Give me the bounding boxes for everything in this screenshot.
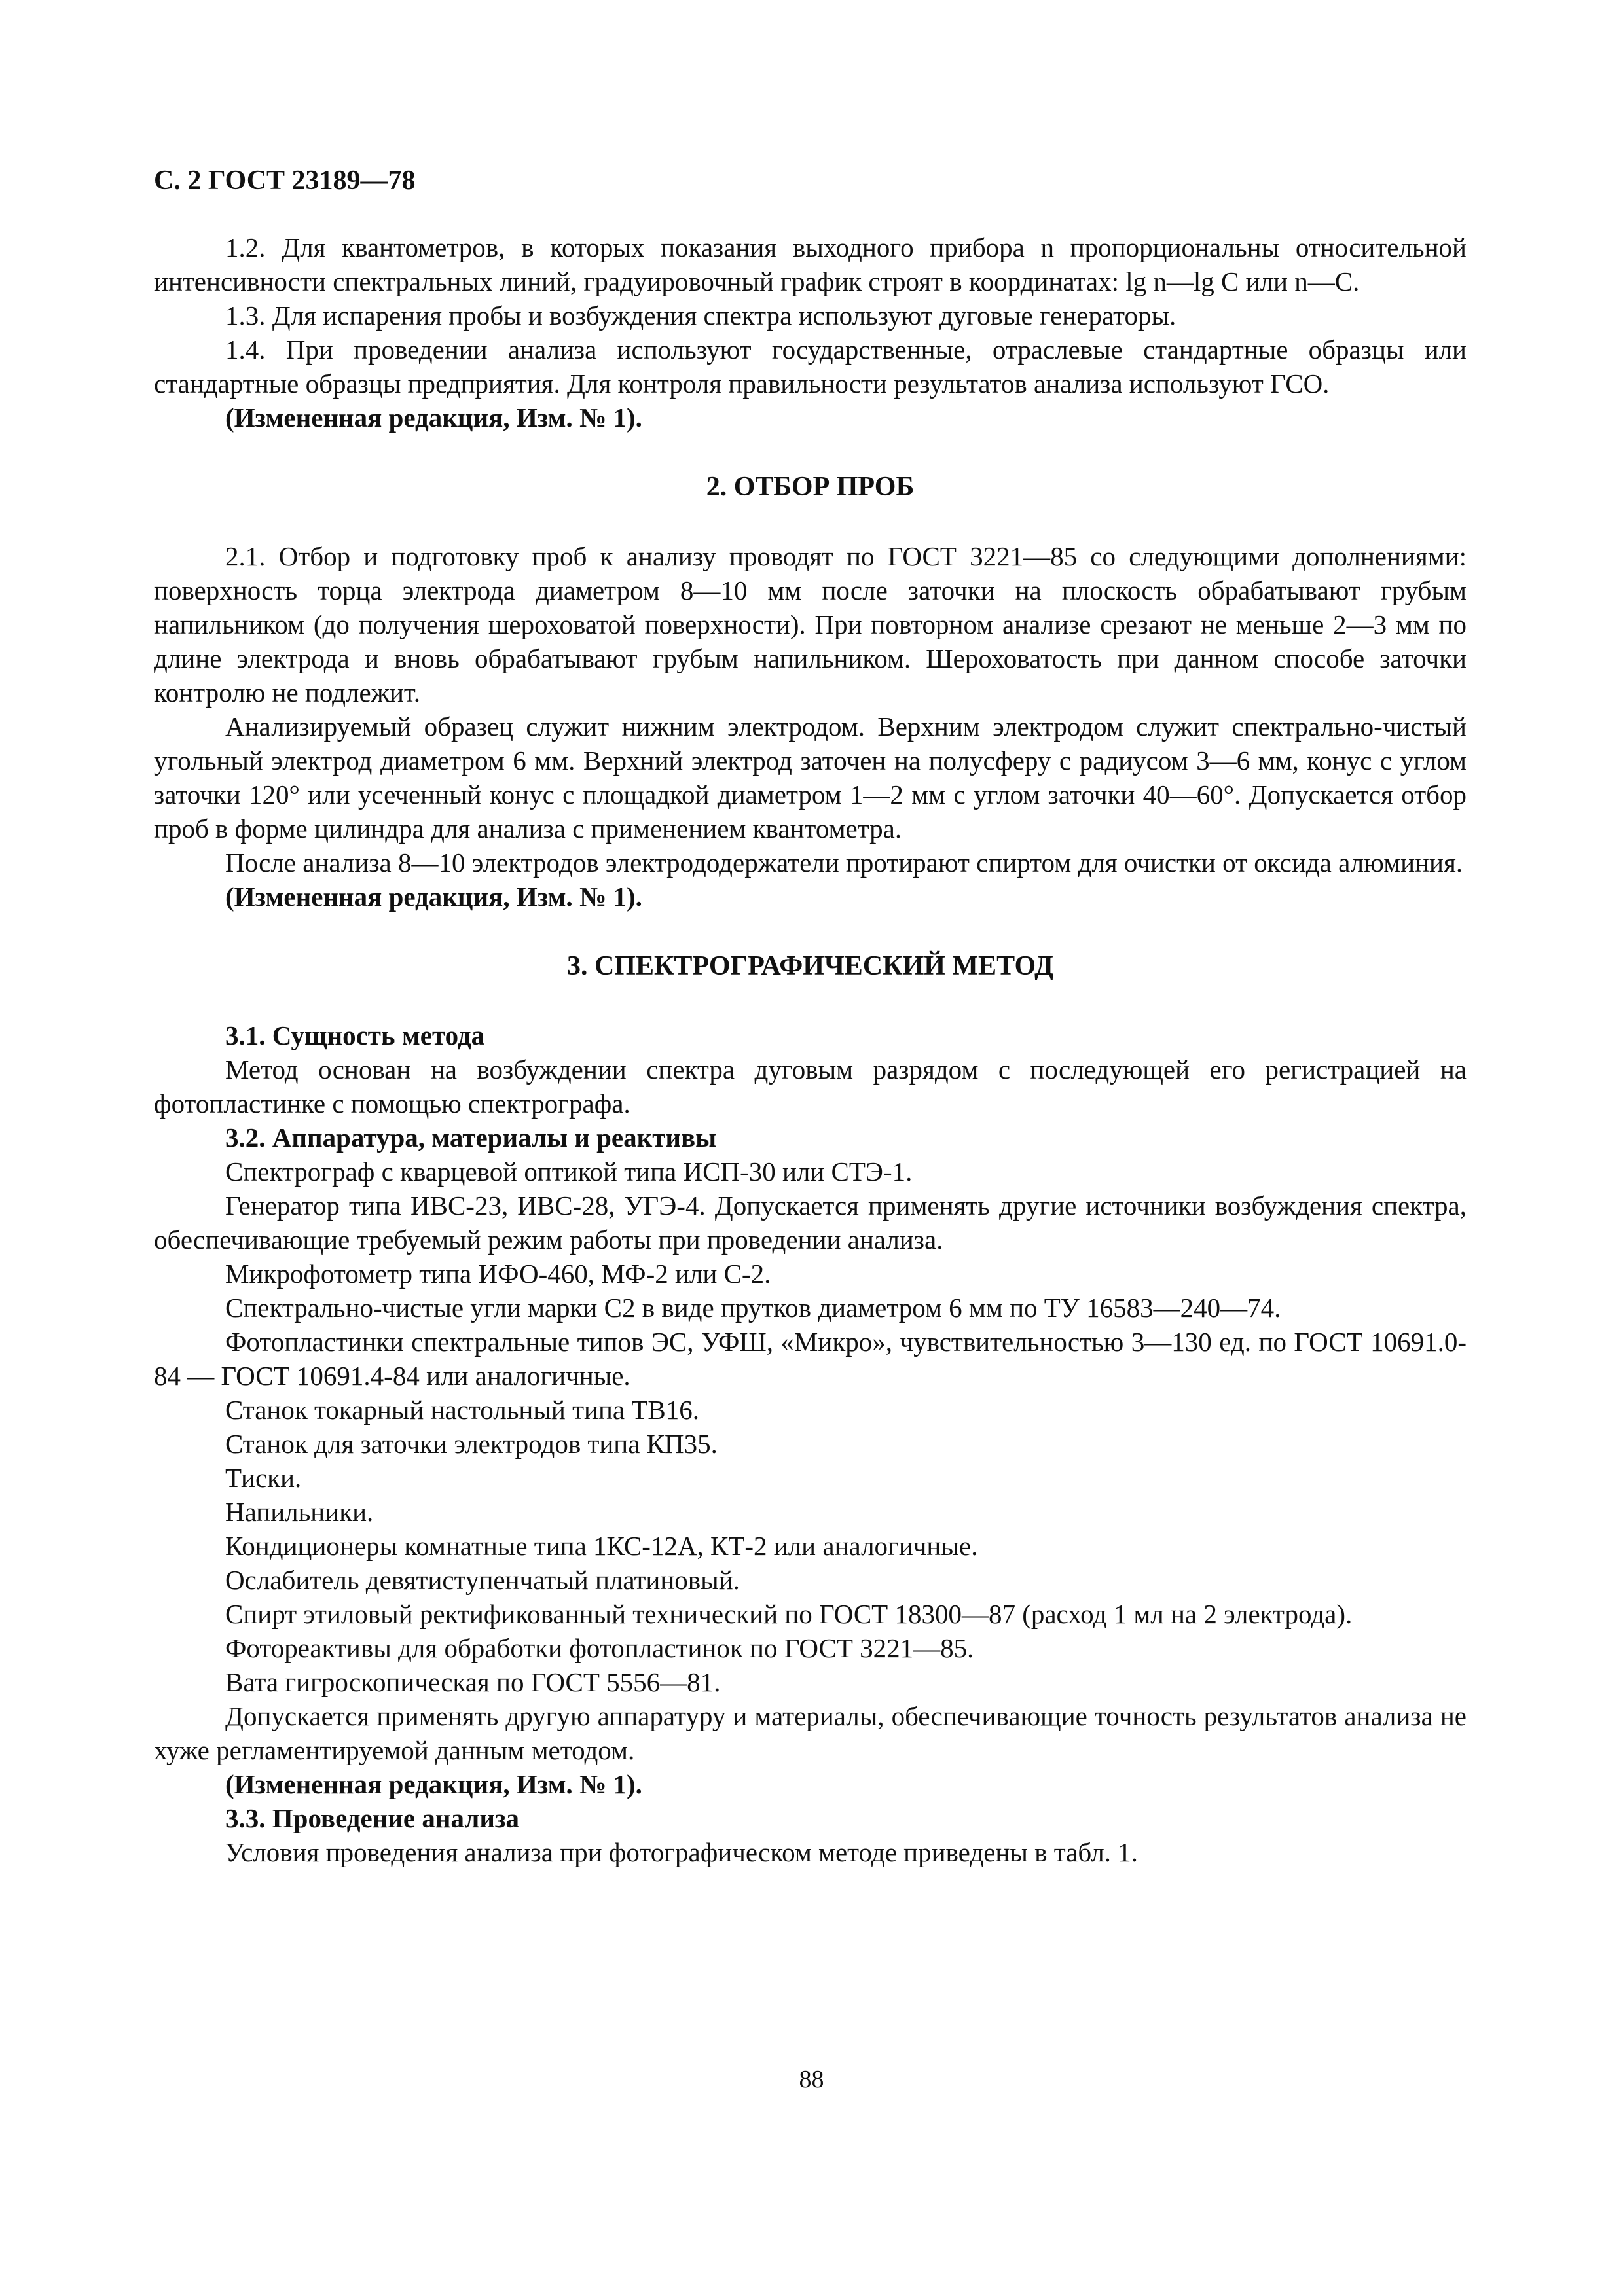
item-generator: Генератор типа ИВС-23, ИВС-28, УГЭ-4. Допускается применять другие источники возбуждения спектра, обеспечивающие требуемый режим работы при проведении анализа. (154, 1191, 1467, 1255)
item-attenuator: Ослабитель девятиступенчатый платиновый. (225, 1565, 740, 1595)
item-spectrograph: Спектрограф с кварцевой оптикой типа ИСП-30 или СТЭ-1. (225, 1157, 913, 1187)
item-cotton: Вата гигроскопическая по ГОСТ 5556—81. (225, 1667, 721, 1697)
page-header: С. 2 ГОСТ 23189—78 (154, 166, 416, 196)
item-coals: Спектрально-чистые угли марки С2 в виде прутков диаметром 6 мм по ТУ 16583—240—74. (225, 1293, 1281, 1323)
item-alcohol: Спирт этиловый ректификованный технический по ГОСТ 18300—87 (расход 1 мл на 2 электрода). (225, 1599, 1353, 1629)
paragraph-1-4: 1.4. При проведении анализа используют государственные, отраслевые стандартные образцы или стандартные образцы предприятия. Для контроля правильности результатов анализа используют ГСО. (154, 334, 1467, 399)
revision-note-3: (Измененная редакция, Изм. № 1). (225, 1769, 642, 1799)
section-2-title: 2. ОТБОР ПРОБ (706, 472, 915, 502)
page-number: 88 (799, 2066, 824, 2093)
item-vise: Тиски. (225, 1463, 302, 1493)
subsection-3-1-title: 3.1. Сущность метода (225, 1020, 485, 1050)
subsection-3-2-title: 3.2. Аппаратура, материалы и реактивы (225, 1122, 717, 1153)
document-page (154, 164, 1467, 1869)
paragraph-2-1: 2.1. Отбор и подготовку проб к анализу проводят по ГОСТ 3221—85 со следующими дополнениями: поверхность торца электрода диаметром 8—10 мм после заточки на плоскость обрабатывают грубым напильником (до получения шероховатой поверхности). При повторном анализе срезают не меньше 2—3 мм по длине электрода и вновь обрабатывают грубым напильником. Шероховатость при данном способе заточки контролю не подлежит. (154, 541, 1467, 708)
item-photoreagents: Фотореактивы для обработки фотопластинок по ГОСТ 3221—85. (225, 1633, 974, 1663)
revision-note-2: (Измененная редакция, Изм. № 1). (225, 882, 642, 912)
item-sharpener: Станок для заточки электродов типа КП35. (225, 1429, 718, 1459)
paragraph-1-2: 1.2. Для квантометров, в которых показания выходного прибора n пропорциональны относительной интенсивности спектральных линий, градуировочный график строят в координатах: lg n—lg C или n—C. (154, 232, 1467, 296)
item-conditioners: Кондиционеры комнатные типа 1КС-12А, КТ-2 или аналогичные. (225, 1531, 978, 1561)
item-allowance: Допускается применять другую аппаратуру и материалы, обеспечивающие точность результатов анализа не хуже регламентируемой данным методом. (154, 1701, 1467, 1765)
item-lathe: Станок токарный настольный типа ТВ16. (225, 1395, 699, 1425)
item-files: Напильники. (225, 1497, 374, 1527)
item-microphotometer: Микрофотометр типа ИФО-460, МФ-2 или С-2. (225, 1259, 771, 1289)
paragraph-after-analysis: После анализа 8—10 электродов электрододержатели протирают спиртом для очистки от оксида алюминия. (225, 848, 1463, 878)
paragraph-1-3: 1.3. Для испарения пробы и возбуждения спектра используют дуговые генераторы. (225, 300, 1176, 331)
subsection-3-3-title: 3.3. Проведение анализа (225, 1803, 519, 1833)
section-3-title: 3. СПЕКТРОГРАФИЧЕСКИЙ МЕТОД (566, 951, 1054, 981)
subsection-3-3-text: Условия проведения анализа при фотографическом методе приведены в табл. 1. (225, 1837, 1138, 1867)
revision-note-1: (Измененная редакция, Изм. № 1). (225, 403, 642, 433)
subsection-3-1-text: Метод основан на возбуждении спектра дуговым разрядом с последующей его регистрацией на фотопластинке с помощью спектрографа. (154, 1054, 1467, 1119)
item-photoplates: Фотопластинки спектральные типов ЭС, УФШ, «Микро», чувствительностью 3—130 ед. по ГОСТ 10691.0-84 — ГОСТ 10691.4-84 или аналогичные. (154, 1327, 1467, 1391)
paragraph-sample: Анализируемый образец служит нижним электродом. Верхним электродом служит спектрально-чистый угольный электрод диаметром 6 мм. Верхний электрод заточен на полусферу с радиусом 3—6 мм, конус с углом заточки 120° или усеченный конус с площадкой диаметром 1—2 мм с углом заточки 40—60°. Допускается отбор проб в форме цилиндра для анализа с применением квантометра. (154, 711, 1467, 844)
